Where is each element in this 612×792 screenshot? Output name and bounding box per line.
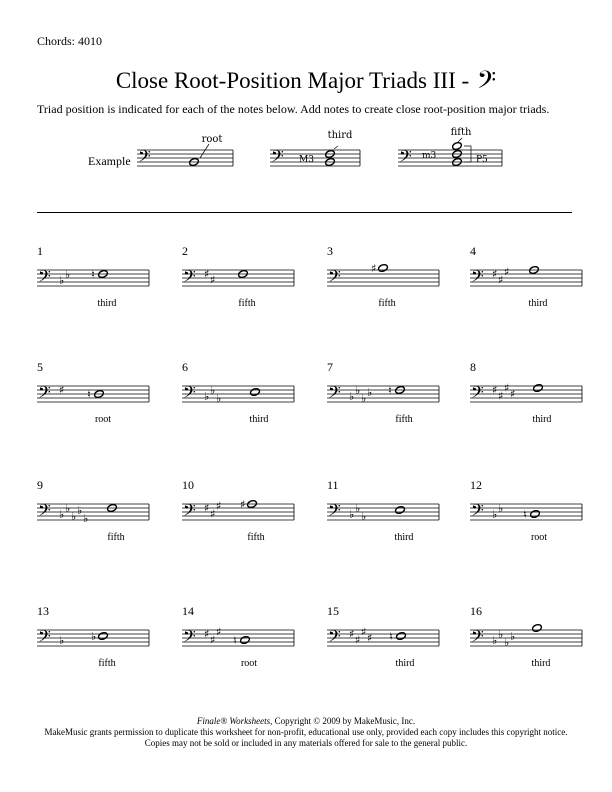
bass-clef-icon: 𝄢 (328, 382, 341, 406)
example-staff-root (137, 134, 233, 170)
bass-clef-icon: 𝄢 (183, 500, 196, 524)
position-label: root (201, 134, 223, 145)
position-label: third (532, 414, 552, 425)
exercise-staff[interactable] (37, 372, 167, 412)
exercise-staff[interactable] (37, 616, 167, 656)
exercise-number: 4 (470, 244, 476, 258)
exercise-staff[interactable] (182, 256, 312, 296)
bass-clef-icon: 𝄢 (476, 66, 497, 101)
exercise-staff[interactable] (470, 372, 600, 412)
flat-icon: ♭ (77, 504, 83, 517)
exercise-number: 14 (182, 604, 194, 618)
sharp-icon: ♯ (355, 633, 361, 647)
exercise-number: 8 (470, 360, 476, 374)
interval-label: P5 (476, 155, 488, 165)
staff-lines (37, 626, 149, 650)
position-label: third (97, 298, 117, 309)
position-label: fifth (247, 532, 265, 543)
flat-icon: ♭ (59, 508, 65, 521)
flat-icon: ♭ (349, 508, 355, 521)
example-label: Example (88, 154, 131, 168)
flat-icon: ♭ (361, 392, 367, 405)
flat-icon: ♭ (367, 386, 373, 399)
position-label: third (395, 658, 415, 669)
sharp-icon: ♯ (210, 633, 216, 647)
bass-clef-icon: 𝄢 (471, 500, 484, 524)
exercise-staff[interactable] (327, 372, 457, 412)
staff-lines (470, 500, 582, 524)
example-staves (0, 120, 612, 200)
flat-icon: ♭ (498, 502, 504, 515)
accidental-icon: ♯ (240, 498, 246, 511)
staff-lines (182, 266, 294, 290)
bass-clef-icon: 𝄢 (328, 266, 341, 290)
sharp-icon: ♯ (204, 627, 210, 641)
exercise-number: 7 (327, 360, 333, 374)
flat-icon: ♭ (65, 502, 71, 515)
staff-lines (182, 382, 294, 406)
bass-clef-icon: 𝄢 (38, 382, 51, 406)
sharp-icon: ♯ (504, 265, 510, 279)
exercise-staff[interactable] (327, 616, 457, 656)
position-label: root (240, 658, 258, 669)
position-label: fifth (378, 298, 396, 309)
exercise-staff[interactable] (470, 256, 600, 296)
position-label: third (327, 130, 353, 141)
flat-icon: ♭ (510, 630, 516, 643)
bass-clef-icon: 𝄢 (183, 382, 196, 406)
page-title (0, 66, 612, 101)
staff-lines (327, 500, 439, 524)
sharp-icon: ♯ (361, 625, 367, 639)
staff-lines (37, 382, 149, 406)
flat-icon: ♭ (204, 390, 210, 403)
exercise-staff[interactable] (182, 372, 312, 412)
whole-note (533, 384, 544, 393)
exercise-number: 5 (37, 360, 43, 374)
flat-icon: ♭ (216, 392, 222, 405)
exercise-staff[interactable] (327, 490, 457, 530)
whole-note (396, 632, 407, 641)
interval-label: m3 (422, 151, 437, 161)
sharp-icon: ♯ (204, 501, 210, 515)
instructions: Triad position is indicated for each of the notes below. Add notes to create close root-position major triads. (37, 102, 550, 116)
bass-clef-icon: 𝄢 (471, 382, 484, 406)
exercise-staff[interactable] (37, 490, 167, 530)
sharp-icon: ♯ (492, 383, 498, 397)
exercise-staff[interactable] (470, 490, 600, 530)
bass-clef-icon: 𝄢 (328, 500, 341, 524)
whole-note (378, 264, 389, 273)
flat-icon: ♭ (492, 634, 498, 647)
sharp-icon: ♯ (210, 273, 216, 287)
flat-icon: ♭ (498, 628, 504, 641)
exercise-number: 2 (182, 244, 188, 258)
staff-lines (37, 500, 149, 525)
flat-icon: ♭ (355, 502, 361, 515)
accidental-icon: ♮ (523, 508, 527, 521)
staff-lines (327, 626, 439, 651)
flat-icon: ♭ (83, 512, 89, 525)
bass-clef-icon: 𝄢 (271, 146, 284, 170)
footer-restriction: Copies may not be sold or included in any materials offered for sale to the general public. (144, 738, 468, 748)
accidental-icon: ♭ (91, 630, 97, 643)
exercise-number: 6 (182, 360, 188, 374)
sharp-icon: ♯ (367, 631, 373, 645)
position-label: fifth (395, 414, 413, 425)
staff-lines (327, 262, 439, 290)
bass-clef-icon: 𝄢 (183, 626, 196, 650)
accidental-icon: ♮ (91, 268, 95, 281)
sharp-icon: ♯ (210, 507, 216, 521)
flat-icon: ♭ (210, 384, 216, 397)
footer (0, 716, 612, 749)
flat-icon: ♭ (65, 268, 71, 281)
sharp-icon: ♯ (498, 389, 504, 403)
whole-note (240, 636, 251, 645)
interval-label: M3 (299, 155, 314, 165)
example-note (452, 142, 463, 151)
footer-copyright (0, 716, 612, 727)
position-label: fifth (238, 298, 256, 309)
sharp-icon: ♯ (504, 381, 510, 395)
bass-clef-icon: 𝄢 (38, 266, 51, 290)
accidental-icon: ♮ (389, 630, 393, 643)
divider-rule (37, 212, 572, 213)
footer-brand: Finale® Worksheets (196, 716, 271, 726)
exercise-number: 16 (470, 604, 482, 618)
accidental-icon: ♮ (233, 634, 237, 647)
sharp-icon: ♯ (492, 267, 498, 281)
position-label: fifth (98, 658, 116, 669)
exercise-number: 13 (37, 604, 49, 618)
bass-clef-icon: 𝄢 (471, 266, 484, 290)
whole-note (98, 632, 109, 641)
position-label: third (394, 532, 414, 543)
example-staff-third (270, 130, 360, 170)
bass-clef-icon: 𝄢 (399, 146, 412, 170)
position-label: fifth (107, 532, 125, 543)
exercise-staff[interactable] (182, 616, 312, 656)
example-staff-fifth (398, 127, 502, 170)
flat-icon: ♭ (349, 390, 355, 403)
sharp-icon: ♯ (510, 387, 516, 401)
flat-icon: ♭ (59, 634, 65, 647)
flat-icon: ♭ (492, 508, 498, 521)
exercise-number: 9 (37, 478, 43, 492)
bass-clef-icon: 𝄢 (471, 626, 484, 650)
footer-permission: MakeMusic grants permission to duplicate this worksheet for non-profit, educational use only, provided each copy includes this copyright notice. (44, 727, 568, 737)
worksheet-code: Chords: 4010 (37, 34, 103, 48)
whole-note (532, 624, 543, 633)
title-text: Close Root-Position Major Triads III - (115, 68, 470, 93)
whole-note (395, 506, 406, 515)
exercise-number: 12 (470, 478, 482, 492)
sharp-icon: ♯ (498, 273, 504, 287)
sharp-icon: ♯ (216, 625, 222, 639)
exercise-number: 11 (327, 478, 339, 492)
sharp-icon: ♯ (349, 627, 355, 641)
position-label: root (530, 532, 548, 543)
exercise-staff[interactable] (327, 256, 457, 296)
accidental-icon: ♮ (87, 388, 91, 401)
flat-icon: ♭ (361, 510, 367, 523)
accidental-icon: ♯ (371, 262, 377, 275)
position-label: third (531, 658, 551, 669)
sharp-icon: ♯ (216, 499, 222, 513)
staff-lines (182, 498, 294, 524)
staff-lines (37, 266, 149, 290)
position-label: third (528, 298, 548, 309)
sharp-icon: ♯ (59, 383, 65, 397)
accidental-icon: ♮ (388, 384, 392, 397)
exercise-number: 10 (182, 478, 194, 492)
exercise-staff[interactable] (37, 256, 167, 296)
whole-note (250, 388, 261, 397)
bass-clef-icon: 𝄢 (138, 146, 151, 170)
position-label: third (249, 414, 269, 425)
whole-note (530, 510, 541, 519)
staff-lines (327, 382, 439, 406)
bass-clef-icon: 𝄢 (38, 626, 51, 650)
exercise-number: 1 (37, 244, 43, 258)
position-label: fifth (450, 127, 472, 138)
bass-clef-icon: 𝄢 (328, 626, 341, 650)
flat-icon: ♭ (504, 636, 510, 649)
exercise-number: 3 (327, 244, 333, 258)
exercise-staff[interactable] (182, 490, 312, 530)
sharp-icon: ♯ (204, 267, 210, 281)
staff-lines (182, 626, 294, 651)
staff-lines (470, 382, 582, 407)
position-label: root (94, 414, 112, 425)
flat-icon: ♭ (355, 384, 361, 397)
exercise-number: 15 (327, 604, 339, 618)
footer-copyright-text: , Copyright © 2009 by MakeMusic, Inc. (270, 716, 416, 726)
staff-lines (470, 624, 582, 650)
flat-icon: ♭ (59, 274, 65, 287)
exercise-staff[interactable] (470, 616, 600, 656)
flat-icon: ♭ (71, 510, 77, 523)
bass-clef-icon: 𝄢 (183, 266, 196, 290)
bass-clef-icon: 𝄢 (38, 500, 51, 524)
staff-lines (470, 266, 582, 291)
